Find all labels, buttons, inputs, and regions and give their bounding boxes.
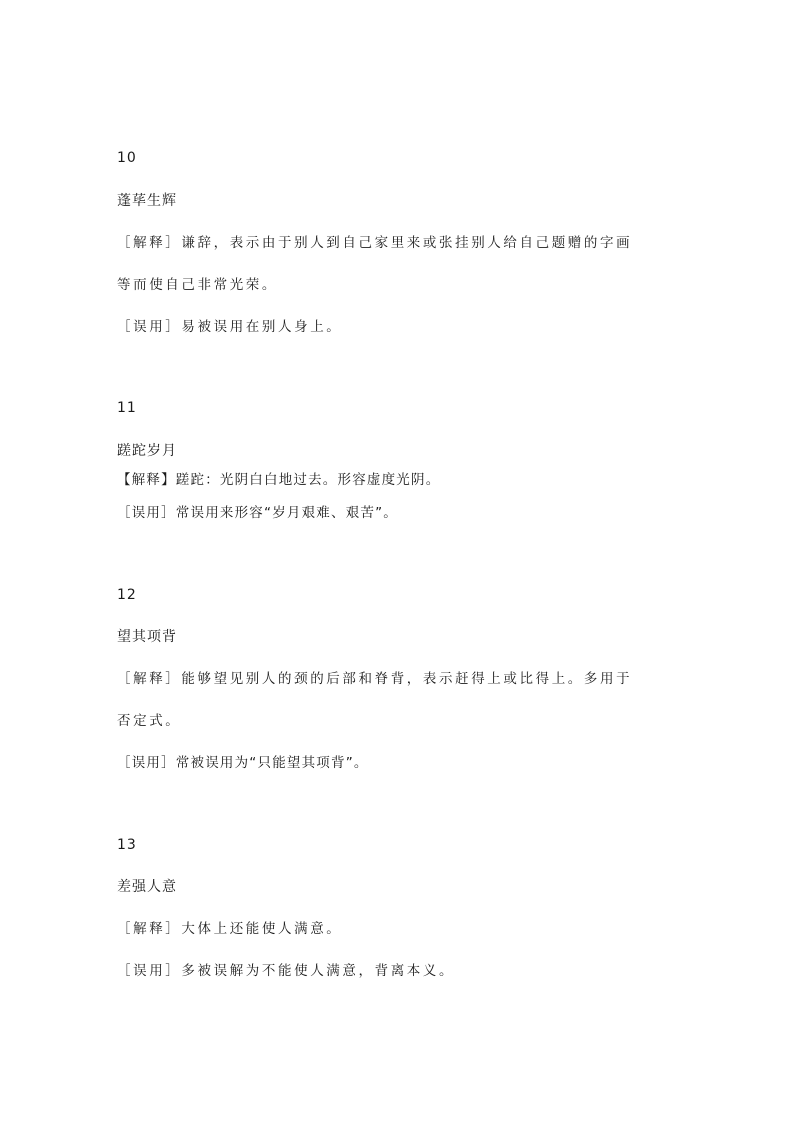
entry-explanation: ［解释］能够望见别人的颈的后部和脊背，表示赶得上或比得上。多用于 xyxy=(117,671,633,687)
entry-explanation-continued: 等而使自己非常光荣。 xyxy=(117,277,278,293)
entry-number: 10 xyxy=(117,150,137,166)
entry-title: 蓬荜生辉 xyxy=(117,193,177,209)
entry-title: 差强人意 xyxy=(117,879,177,895)
entry-explanation-continued: 否定式。 xyxy=(117,713,182,729)
entry-explanation: ［解释］谦辞，表示由于别人到自己家里来或张挂别人给自己题赠的字画 xyxy=(117,235,633,251)
entry-number: 13 xyxy=(117,837,137,853)
entry-title: 蹉跎岁月 xyxy=(117,443,177,459)
entry-misuse: ［误用］常误用来形容“岁月艰难、艰苦”。 xyxy=(117,505,398,521)
entry-number: 12 xyxy=(117,587,137,603)
entry-explanation: ［解释］大体上还能使人满意。 xyxy=(117,921,343,937)
entry-misuse: ［误用］多被误解为不能使人满意，背离本义。 xyxy=(117,963,456,979)
entry-misuse: ［误用］易被误用在别人身上。 xyxy=(117,319,343,335)
entry-misuse: ［误用］常被误用为“只能望其项背”。 xyxy=(117,755,369,771)
entry-explanation: 【解释】蹉跎：光阴白白地过去。形容虚度光阴。 xyxy=(117,472,441,488)
entry-number: 11 xyxy=(117,400,137,416)
entry-title: 望其项背 xyxy=(117,629,177,645)
